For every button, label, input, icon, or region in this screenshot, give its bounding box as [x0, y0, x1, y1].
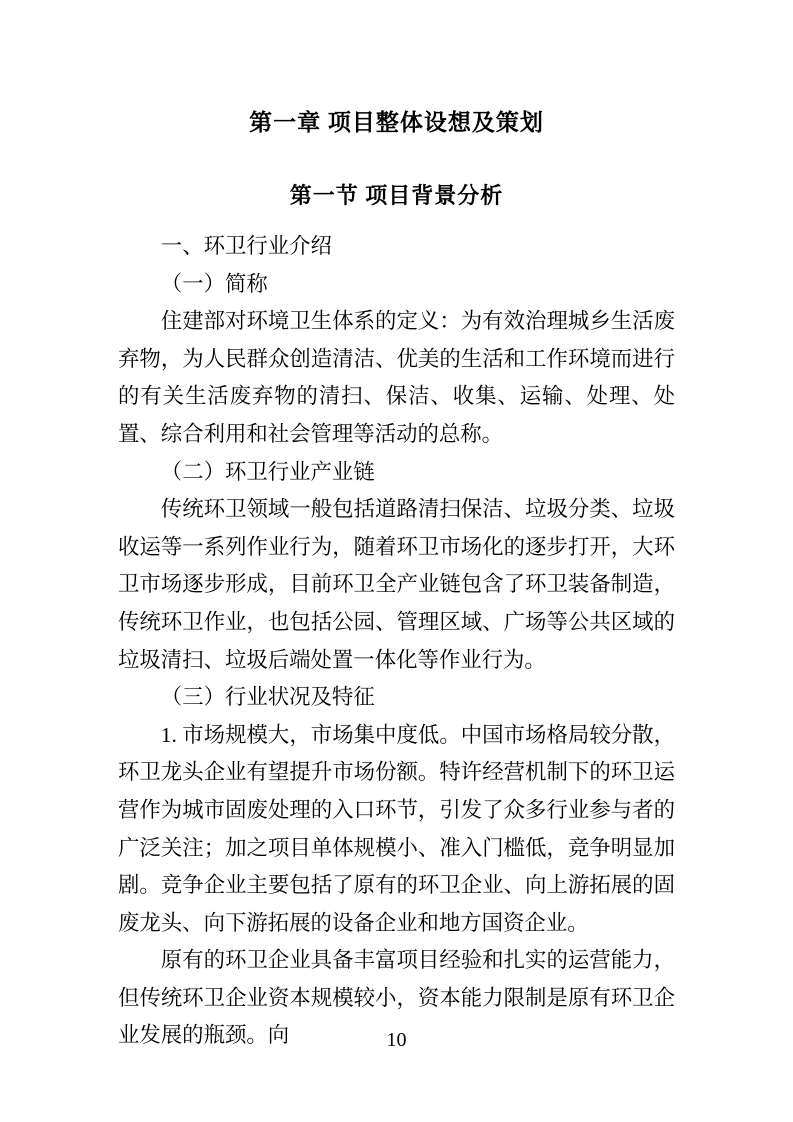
- paragraph: 传统环卫领域一般包括道路清扫保洁、垃圾分类、垃圾收运等一系列作业行为，随着环卫市场化的逐步打开，大环卫市场逐步形成，目前环卫全产业链包含了环卫装备制造，传统环卫作业，也包括公园、管理区域、广场等公共区域的垃圾清扫、垃圾后端处置一体化等作业行为。: [118, 497, 675, 672]
- page-number: 10: [386, 1029, 407, 1051]
- section-title: 第一节 项目背景分析: [289, 183, 504, 208]
- paragraph: 住建部对环境卫生体系的定义：为有效治理城乡生活废弃物，为人民群众创造清洁、优美的生活和工作环境而进行的有关生活废弃物的清扫、保洁、收集、运输、处理、处置、综合利用和社会管理等活动的总称。: [118, 309, 675, 446]
- body-heading-level2: （一）简称: [160, 271, 268, 296]
- paragraph: 1. 市场规模大，市场集中度低。中国市场格局较分散，环卫龙头企业有望提升市场份额。特许经营机制下的环卫运营作为城市固废处理的入口环节，引发了众多行业参与者的广泛关注；加之项目单体规模小、准入门槛低，竞争明显加剧。竞争企业主要包括了原有的环卫企业、向上游拓展的固废龙头、向下游拓展的设备企业和地方国资企业。: [118, 722, 675, 935]
- paragraph: 原有的环卫企业具备丰富项目经验和扎实的运营能力，但传统环卫企业资本规模较小，资本能力限制是原有环卫企业发展的瓶颈。向: [118, 948, 675, 1048]
- body-heading-level2: （二）环卫行业产业链: [160, 459, 375, 484]
- chapter-title: 第一章 项目整体设想及策划: [249, 110, 544, 135]
- document-body: [118, 228, 675, 1055]
- body-heading-level1: 一、环卫行业介绍: [160, 234, 332, 258]
- body-heading-level2: （三）行业状况及特征: [160, 685, 375, 710]
